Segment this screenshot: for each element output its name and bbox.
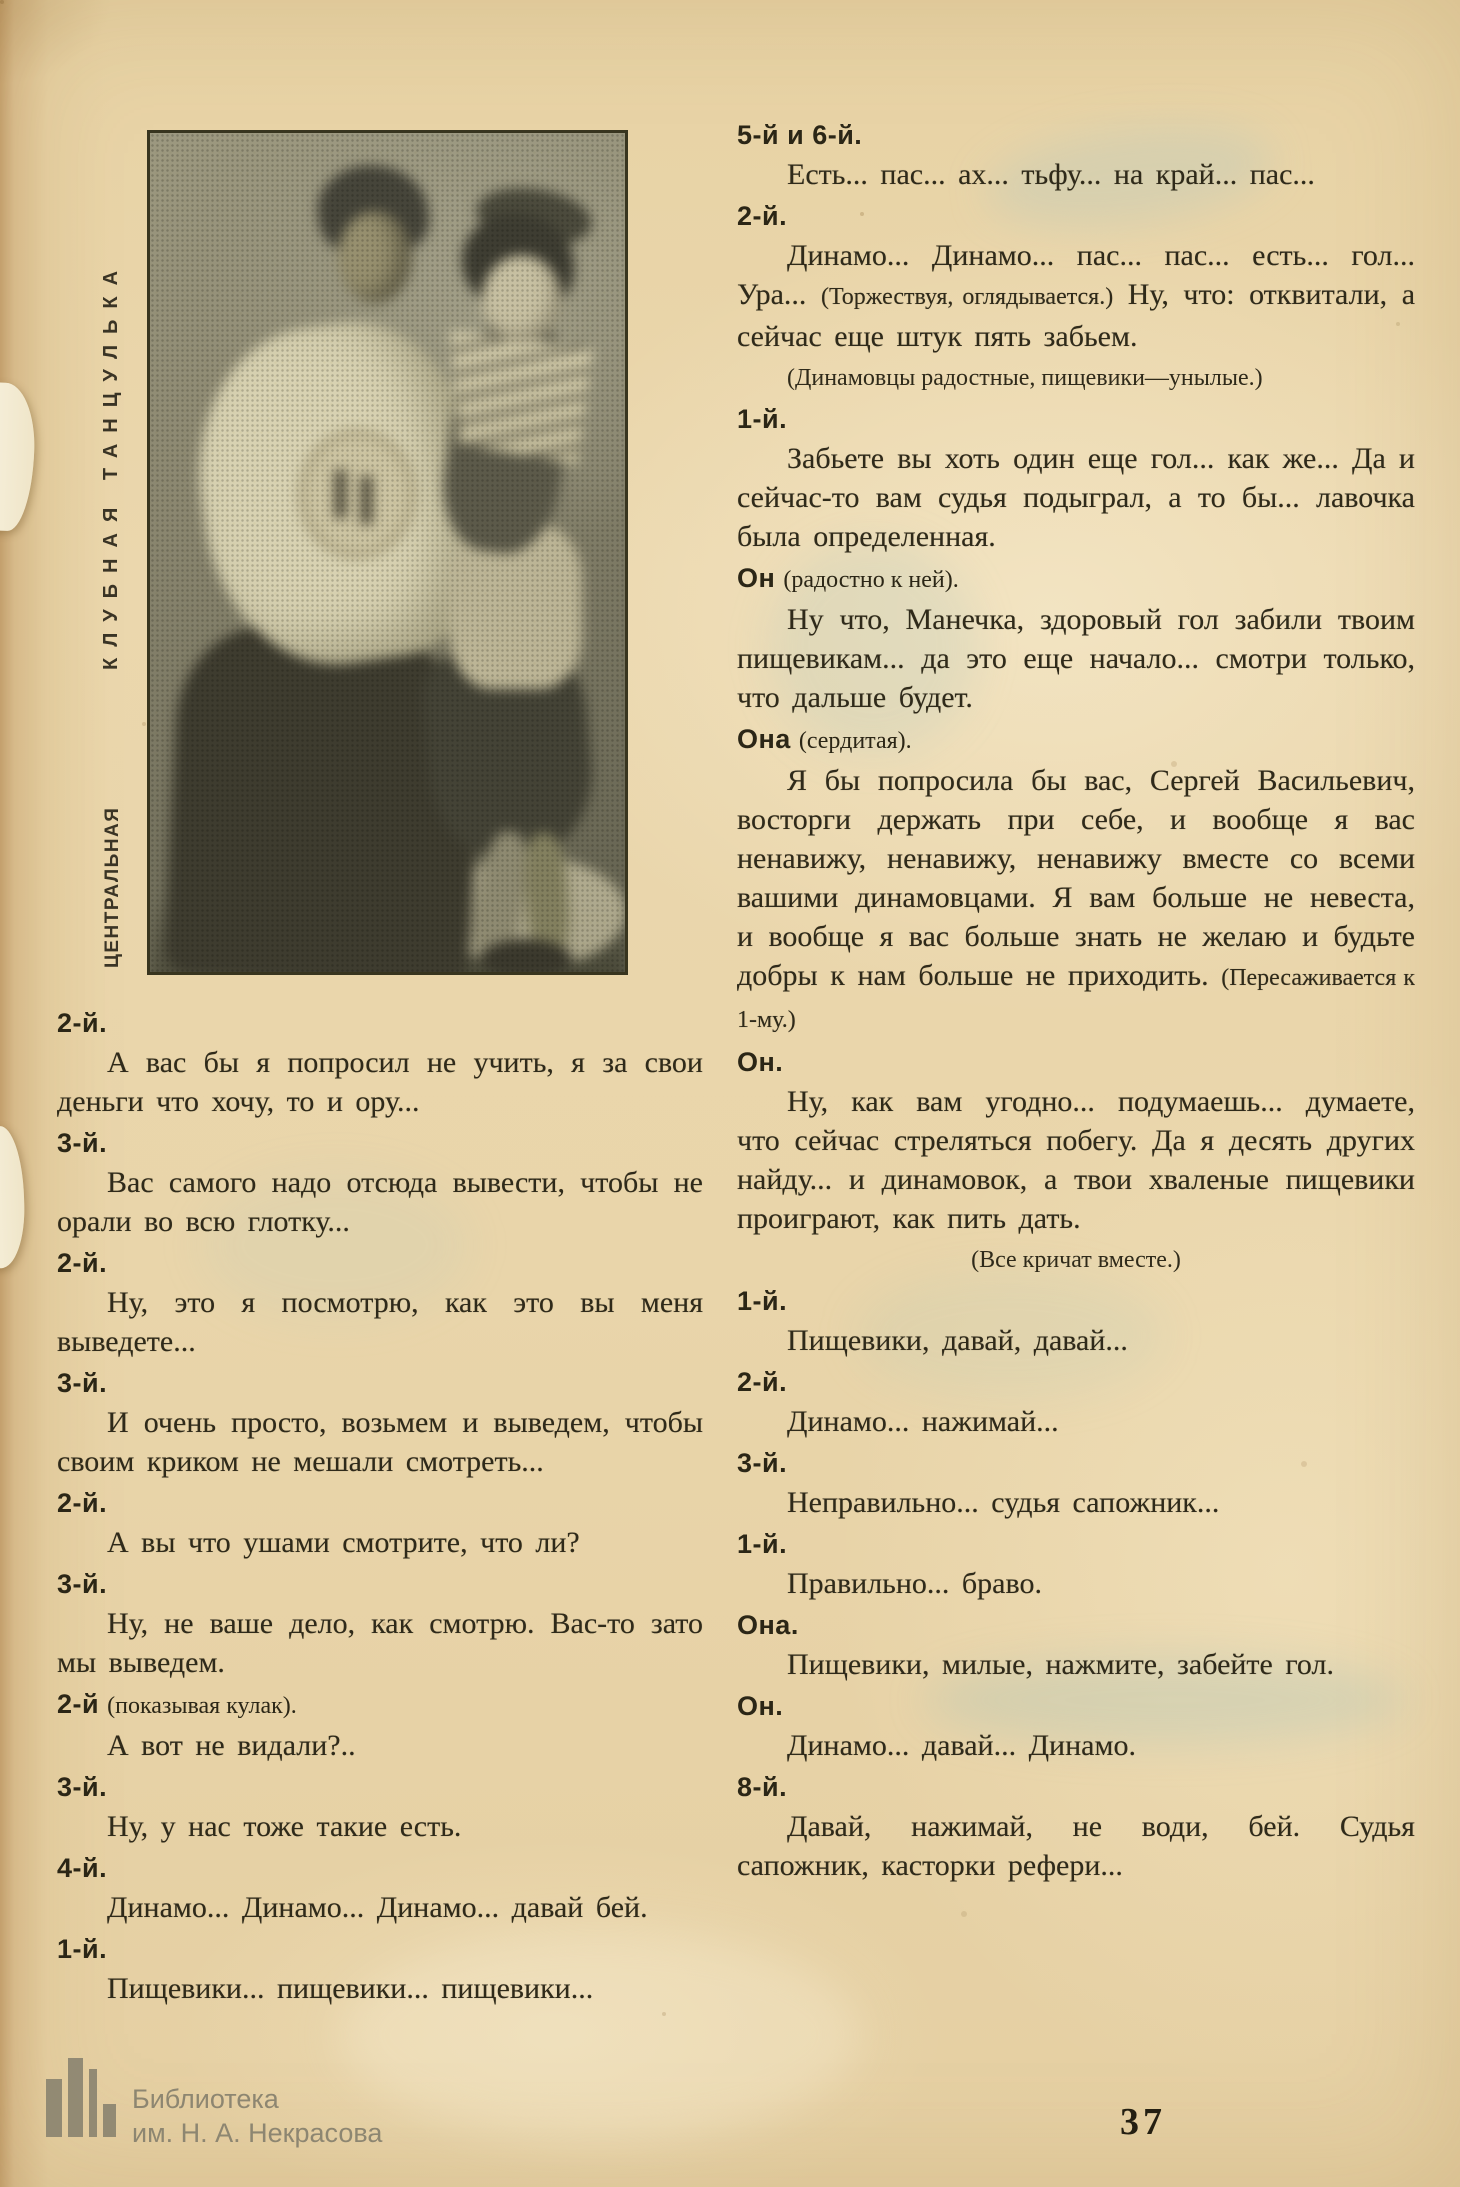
watermark-line-2: им. Н. А. Некрасова — [132, 2118, 383, 2148]
speaker-label — [737, 1768, 1415, 1807]
logo-bar — [68, 2058, 83, 2137]
dialogue-segment: Ну, не ваше дело, как смотрю. Вас-то зато мы выведем. — [57, 1607, 703, 1679]
speaker-label — [737, 116, 1415, 155]
speaker-name: 4-й. — [57, 1853, 108, 1883]
library-watermark — [46, 2056, 383, 2148]
speaker-name: 8-й. — [737, 1772, 788, 1802]
dialogue-entry — [737, 1282, 1415, 1360]
dialogue-text — [737, 761, 1415, 1040]
dialogue-entry — [57, 1364, 703, 1481]
dialogue-segment: Давай, нажимай, не води, бей. Судья сапожник, касторки рефери... — [737, 1810, 1415, 1882]
speaker-label — [57, 1565, 703, 1604]
dialogue-segment: Я бы попросила бы вас, Сергей Васильевич, восторги держать при себе, и вообще я вас ненавижу, ненавижу, ненавижу вместе со всеми вашими динамовцами. Я вам больше не невеста, и вообще я вас больше знать не желаю и будьте добры к нам больше не приходить. — [737, 764, 1415, 992]
dialogue-entry — [737, 1525, 1415, 1603]
speaker-stage-note: (показывая кулак). — [107, 1693, 297, 1719]
speaker-name: Она — [737, 724, 791, 754]
dancing-couple-photo — [147, 130, 628, 975]
dialogue-entry — [737, 1606, 1415, 1684]
page-number: 37 — [1120, 2101, 1166, 2143]
dialogue-entry — [737, 559, 1415, 717]
speaker-name: Он — [737, 563, 776, 593]
photo-caption-title-text: КЛУБНАЯ ТАНЦУЛЬКА — [100, 259, 122, 670]
dialogue-text — [57, 1043, 703, 1121]
speaker-label — [57, 1849, 703, 1888]
right-text-column — [737, 114, 1415, 2092]
dialogue-text — [57, 1523, 703, 1562]
dialogue-text — [737, 236, 1415, 356]
speaker-label — [737, 1363, 1415, 1402]
dialogue-entry — [57, 1565, 703, 1682]
dialogue-text — [57, 1726, 703, 1765]
library-watermark-text — [132, 2082, 382, 2150]
dialogue-text — [57, 1403, 703, 1481]
speaker-label — [737, 720, 1415, 761]
speaker-stage-note: (сердитая). — [798, 728, 912, 754]
speaker-label — [57, 1930, 703, 1969]
paper-tear — [0, 382, 37, 531]
speaker-label — [57, 1685, 703, 1726]
dialogue-text — [737, 155, 1415, 194]
dialogue-text — [737, 1483, 1415, 1522]
dialogue-text — [57, 1283, 703, 1361]
speaker-label — [57, 1768, 703, 1807]
speaker-label — [737, 400, 1415, 439]
speaker-label — [737, 1043, 1415, 1082]
dialogue-segment: Ну, у нас тоже такие есть. — [107, 1810, 462, 1843]
speaker-name: 3-й. — [57, 1772, 108, 1802]
dialogue-text — [737, 1402, 1415, 1441]
speaker-name: Он. — [737, 1047, 784, 1077]
paper-tear — [0, 1125, 26, 1268]
left-text-column — [57, 1002, 703, 2110]
dialogue-segment: Пищевики, милые, нажмите, забейте гол. — [787, 1648, 1334, 1681]
paper-flecks — [0, 0, 4, 4]
dialogue-entry — [57, 1484, 703, 1562]
dialogue-text — [737, 600, 1415, 717]
dialogue-segment: Вас самого надо отсюда вывести, чтобы не орали во всю глотку... — [57, 1166, 703, 1238]
dialogue-segment: Ну, что: отквитали, а сейчас еще штук пять забьем. — [737, 278, 1415, 353]
photo-caption-subtitle — [102, 808, 124, 968]
watermark-line-1: Библиотека — [132, 2084, 279, 2114]
speaker-name: 1-й. — [737, 404, 788, 434]
speaker-label — [737, 1606, 1415, 1645]
inline-stage-direction: (Пересаживается к 1-му.) — [737, 965, 1415, 1033]
dialogue-entry — [57, 1930, 703, 2008]
dialogue-entry — [57, 1244, 703, 1361]
dialogue-entry — [737, 1687, 1415, 1765]
dialogue-text — [737, 1807, 1415, 1885]
dialogue-segment: А вот не видали?.. — [107, 1729, 356, 1762]
dialogue-entry — [737, 1363, 1415, 1441]
speaker-name: 3-й. — [57, 1128, 108, 1158]
dialogue-segment: Неправильно... судья сапожник... — [787, 1486, 1220, 1519]
dialogue-segment: Динамо... Динамо... Динамо... давай бей. — [107, 1891, 648, 1924]
speaker-name: 3-й. — [737, 1448, 788, 1478]
speaker-label — [737, 1525, 1415, 1564]
speaker-label — [737, 559, 1415, 600]
speaker-name: 5-й и 6-й. — [737, 120, 863, 150]
dialogue-entry — [737, 1768, 1415, 1885]
dialogue-segment: Ну, это я посмотрю, как это вы меня выведете... — [57, 1286, 703, 1358]
speaker-label — [57, 1004, 703, 1043]
inline-stage-direction: (Торжествуя, оглядывается.) — [820, 284, 1114, 310]
logo-bar — [103, 2104, 116, 2137]
speaker-stage-note: (радостно к ней). — [783, 567, 959, 593]
photo-halftone-grain — [150, 133, 625, 972]
dialogue-segment: Пищевики... пищевики... пищевики... — [107, 1972, 594, 2005]
dialogue-text — [57, 1604, 703, 1682]
speaker-label — [737, 1282, 1415, 1321]
speaker-name: 1-й. — [737, 1529, 788, 1559]
dialogue-entry — [737, 720, 1415, 1040]
dialogue-segment: Пищевики, давай, давай... — [787, 1324, 1128, 1357]
speaker-name: 2-й. — [737, 201, 788, 231]
speaker-name: 2-й. — [57, 1488, 108, 1518]
dialogue-segment: И очень просто, возьмем и выведем, чтобы своим криком не мешали смотреть... — [57, 1406, 703, 1478]
speaker-name: 1-й. — [57, 1934, 108, 1964]
dialogue-entry — [57, 1685, 703, 1765]
dialogue-entry — [737, 116, 1415, 194]
dialogue-text — [57, 1163, 703, 1241]
dialogue-segment: Забьете вы хоть один еще гол... как же... Да и сейчас-то вам судья подыграл, а то бы... лавочка была определенная. — [737, 442, 1415, 553]
logo-bar — [89, 2069, 97, 2137]
dialogue-entry — [737, 1444, 1415, 1522]
speaker-name: 3-й. — [57, 1569, 108, 1599]
dialogue-segment: Динамо... Динамо... пас... пас... есть... гол... Ура... — [737, 239, 1415, 311]
dialogue-segment: Динамо... нажимай... — [787, 1405, 1059, 1438]
dialogue-text — [737, 1082, 1415, 1238]
speaker-name: 3-й. — [57, 1368, 108, 1398]
dialogue-segment: Есть... пас... ах... тьфу... на край... пас... — [787, 158, 1315, 191]
dialogue-entry — [737, 197, 1415, 356]
dialogue-entry — [57, 1124, 703, 1241]
speaker-name: Он. — [737, 1691, 784, 1721]
speaker-name: 2-й. — [57, 1248, 108, 1278]
speaker-label — [737, 197, 1415, 236]
dialogue-text — [737, 1645, 1415, 1684]
speaker-name: 2-й. — [57, 1008, 108, 1038]
speaker-label — [57, 1124, 703, 1163]
dialogue-text — [57, 1969, 703, 2008]
dialogue-segment: А вас бы я попросил не учить, я за свои деньги что хочу, то и ору... — [57, 1046, 703, 1118]
stage-direction: (Все кричат вместе.) — [971, 1247, 1181, 1273]
library-logo-icon — [46, 2056, 116, 2137]
dialogue-segment: Ну что, Манечка, здоровый гол забили твоим пищевикам... да это еще начало... смотри только, что дальше будет. — [737, 603, 1415, 714]
dialogue-text — [57, 1888, 703, 1927]
dialogue-text — [737, 439, 1415, 556]
dialogue-entry — [57, 1849, 703, 1927]
stage-direction: (Динамовцы радостные, пищевики—унылые.) — [787, 365, 1263, 391]
dialogue-segment: Динамо... давай... Динамо. — [787, 1729, 1136, 1762]
dialogue-entry — [737, 400, 1415, 556]
dialogue-text — [737, 1564, 1415, 1603]
dialogue-text — [737, 1726, 1415, 1765]
speaker-label — [57, 1364, 703, 1403]
dialogue-segment: А вы что ушами смотрите, что ли? — [107, 1526, 580, 1559]
logo-bar — [46, 2079, 62, 2137]
speaker-label — [737, 1687, 1415, 1726]
speaker-name: 2-й. — [737, 1367, 788, 1397]
dialogue-text — [737, 1321, 1415, 1360]
speaker-name: 1-й. — [737, 1286, 788, 1316]
dialogue-segment: Правильно... браво. — [787, 1567, 1042, 1600]
speaker-name: 2-й — [57, 1689, 100, 1719]
dialogue-entry — [737, 1043, 1415, 1238]
dialogue-text — [57, 1807, 703, 1846]
dialogue-segment: Ну, как вам угодно... подумаешь... думаете, что сейчас стреляться побегу. Да я десять других найду... и динамовок, а твои хваленые пищевики проиграют, как пить дать. — [737, 1085, 1415, 1235]
photo-caption-title — [100, 128, 123, 670]
speaker-name: Она. — [737, 1610, 799, 1640]
dialogue-entry — [57, 1004, 703, 1121]
speaker-label — [57, 1244, 703, 1283]
speaker-label — [737, 1444, 1415, 1483]
dialogue-entry — [57, 1768, 703, 1846]
photo-caption-subtitle-text: ЦЕНТРАЛЬНАЯ — [102, 806, 123, 968]
speaker-label — [57, 1484, 703, 1523]
